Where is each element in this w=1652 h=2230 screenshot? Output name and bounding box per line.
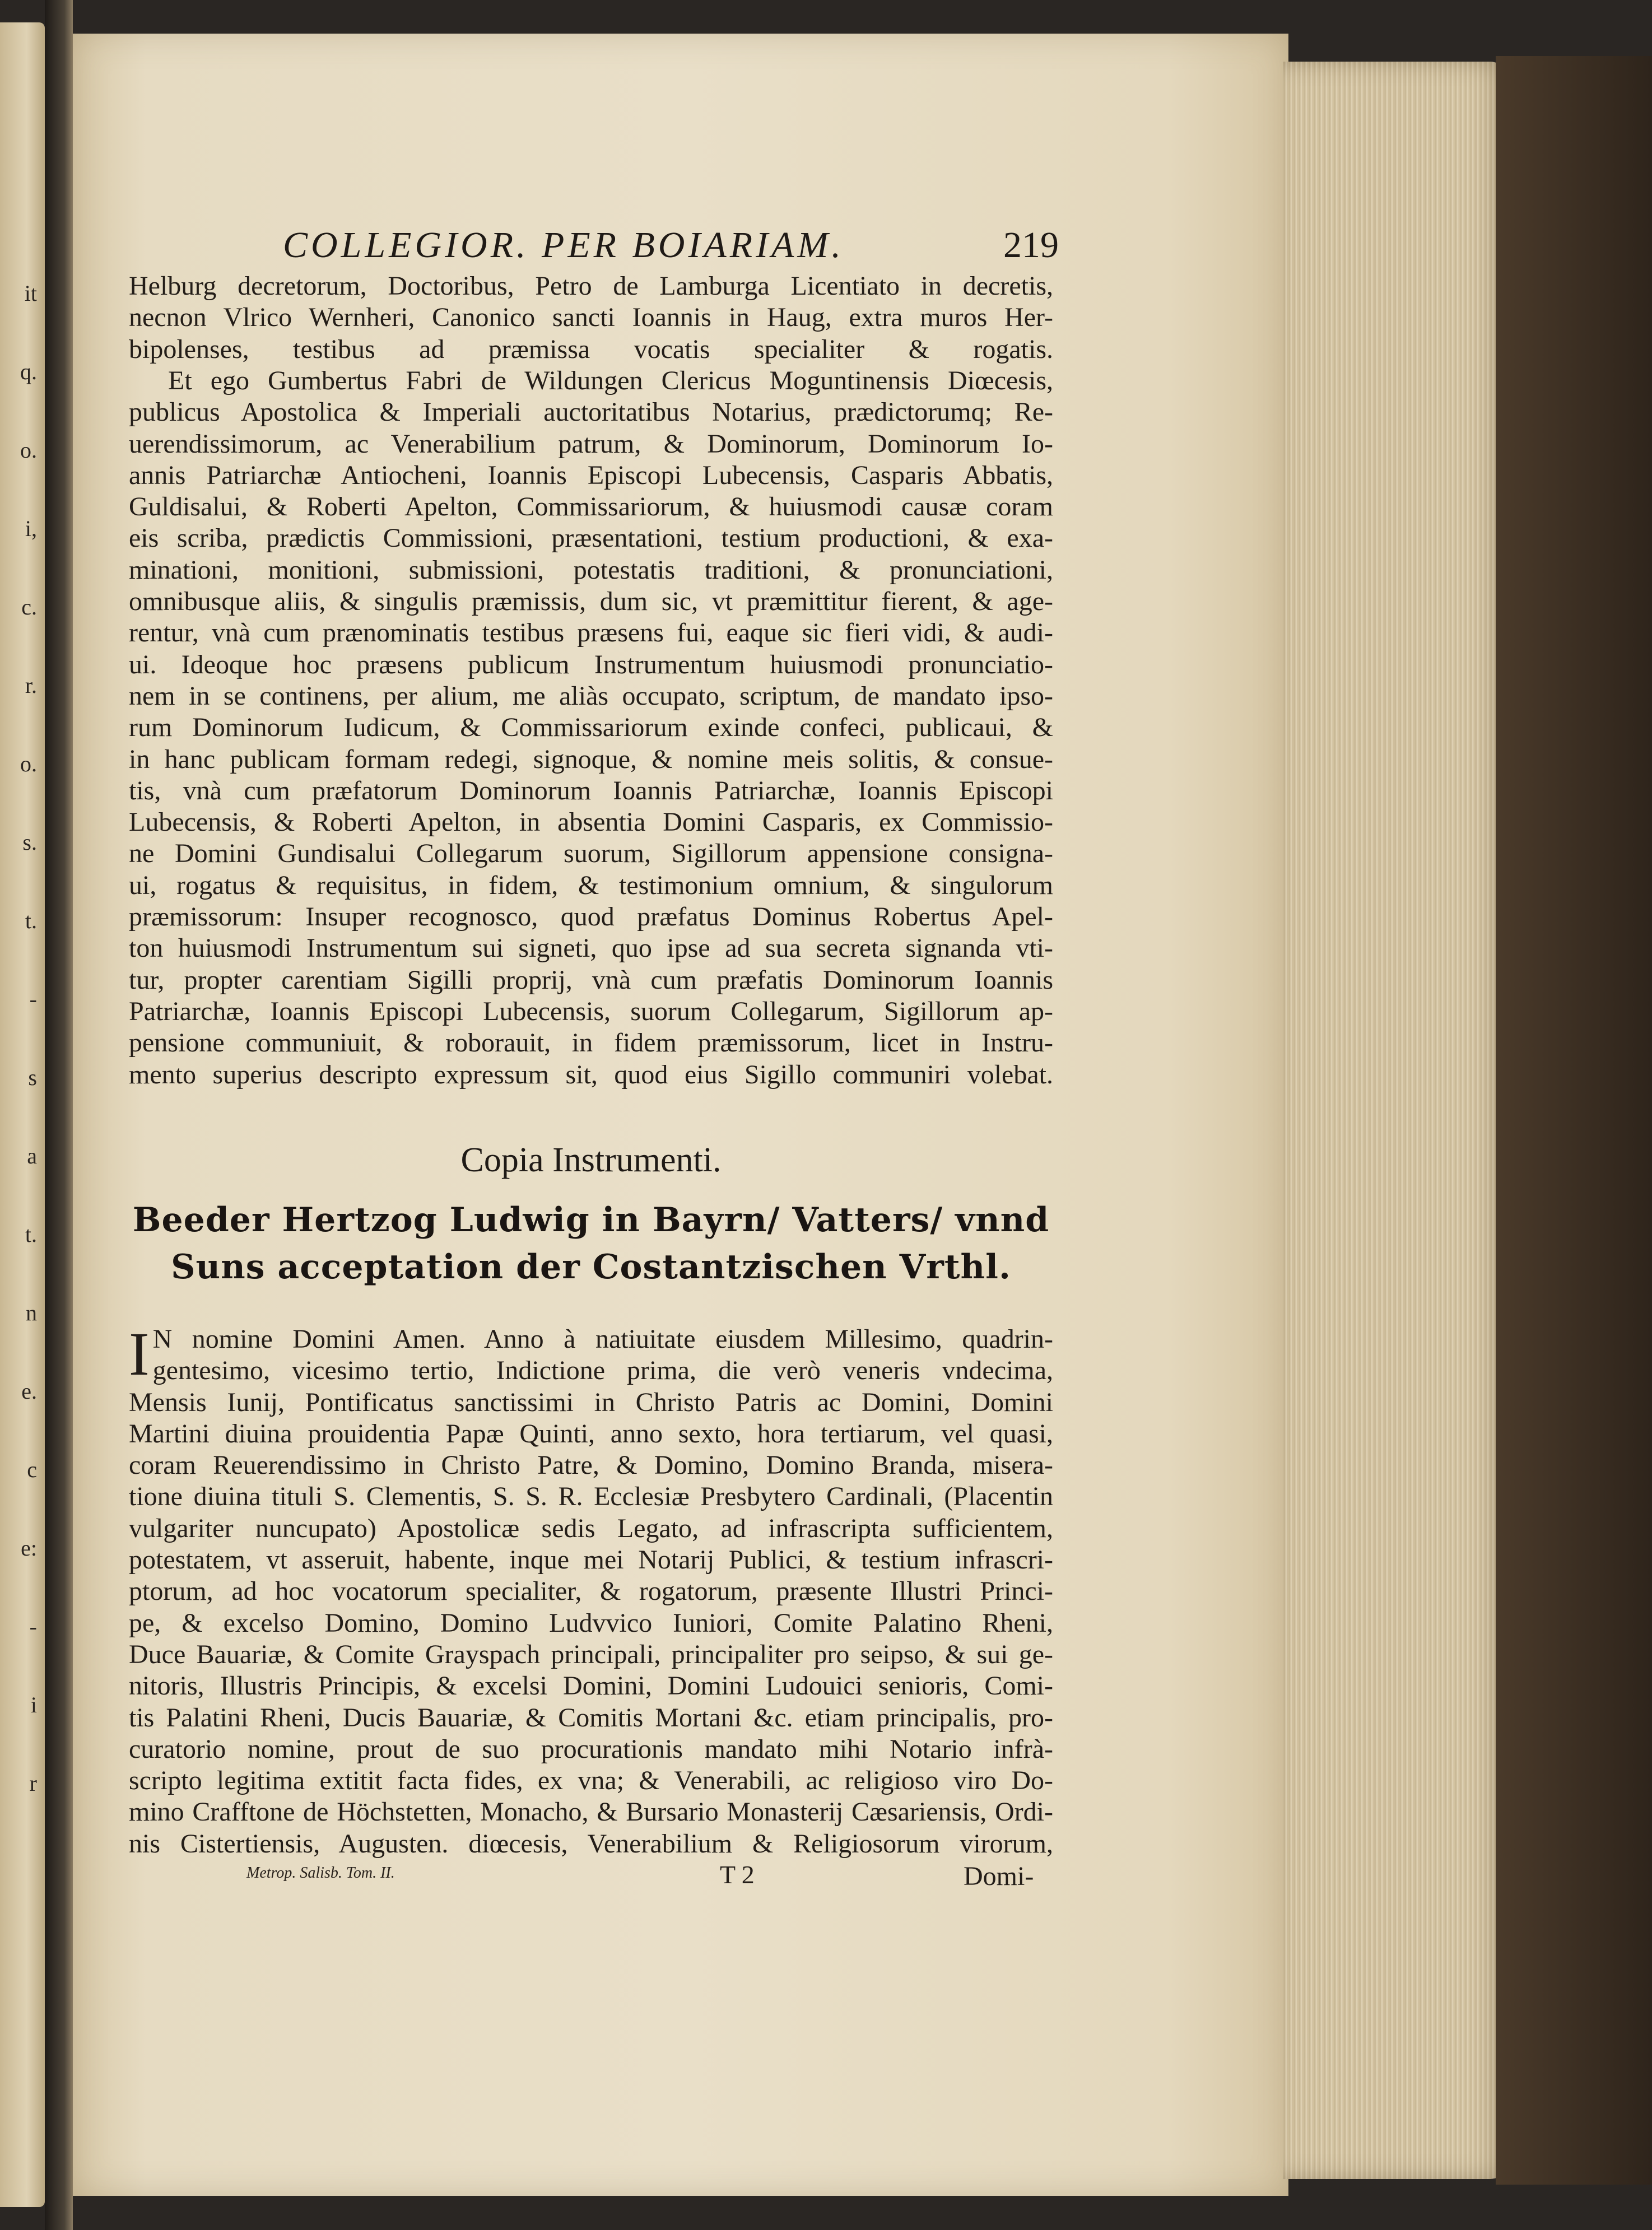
book-cover [1496, 56, 1652, 2185]
left-page-fragment: i, [25, 516, 37, 541]
text-line: rentur, vnà cum prænominatis testibus præsens fui, eaque sic fieri vidi, & audi- [129, 618, 1053, 648]
text-line: coram Reuerendissimo in Christo Patre, & Domino, Domino Branda, misera- [129, 1450, 1053, 1481]
left-page-fragment: - [29, 986, 37, 1012]
text-line: publicus Apostolica & Imperiali auctoritatibus Notarius, prædictorumq; Re- [129, 397, 1053, 427]
signature-mark: Metrop. Salisb. Tom. II. [246, 1864, 395, 1882]
text-line: nitoris, Illustris Principis, & excelsi Domini, Domini Ludouici senioris, Comi- [129, 1671, 1053, 1701]
text-line: scripto legitima extitit facta fides, ex vna; & Venerabili, ac religioso viro Do- [129, 1766, 1053, 1796]
text-line: pensione communiuit, & roborauit, in fidem præmissorum, licet in Instru- [129, 1028, 1053, 1058]
left-page-fragment: r. [25, 673, 37, 698]
left-page-fragment: a [27, 1143, 37, 1168]
subheading-line-2: Suns acceptation der Costantzischen Vrthl. [171, 1247, 1011, 1287]
text-line: eis scriba, prædictis Commissioni, præsentationi, testium productioni, & exa- [129, 523, 1053, 553]
gathering-sign: T 2 [720, 1860, 755, 1889]
catchword: Domi- [964, 1861, 1034, 1891]
subheading-line-1: Beeder Hertzog Ludwig in Bayrn/ Vatters/ vnnd [132, 1200, 1050, 1240]
text-line: bipolenses, testibus ad præmissa vocatis specialiter & rogatis. [129, 334, 1053, 364]
page-edges [1283, 62, 1507, 2179]
running-head: COLLEGIOR. PER BOIARIAM. [283, 225, 844, 266]
left-page-fragment: o. [20, 437, 37, 463]
left-page-fragment: it [24, 281, 37, 306]
text-line: ton huiusmodi Instrumentum sui signeti, quo ipse ad sua secreta signanda vti- [129, 933, 1053, 963]
text-line: minationi, monitioni, submissioni, potestatis traditioni, & pronunciationi, [129, 555, 1053, 585]
paragraph-instrument [129, 1320, 1053, 1860]
text-line: gentesimo, vicesimo tertio, Indictione prima, die verò veneris vndecima, [152, 1356, 1053, 1386]
left-page-fragment: c. [21, 594, 37, 620]
left-page-edge [0, 22, 45, 2207]
text-line: tur, propter carentiam Sigilli proprij, vnà cum præfatis Dominorum Ioannis [129, 965, 1053, 995]
text-line: rum Dominorum Iudicum, & Commissariorum exinde confeci, publicaui, & [129, 713, 1053, 743]
left-page-fragment: n [26, 1300, 37, 1325]
text-line: Martini diuina prouidentia Papæ Quinti, anno sexto, hora tertiarum, vel quasi, [129, 1418, 1053, 1449]
left-page-fragment: s. [22, 830, 37, 855]
text-line: ptorum, ad hoc vocatorum specialiter, & rogatorum, præsente Illustri Princi- [129, 1576, 1053, 1607]
text-line: Et ego Gumbertus Fabri de Wildungen Clericus Moguntinensis Diœcesis, [168, 366, 1053, 395]
text-line: nis Cistertiensis, Augusten. diœcesis, Venerabilium & Religiosorum virorum, [129, 1828, 1053, 1859]
text-line: N nomine Domini Amen. Anno à natiuitate eiusdem Millesimo, quadrin- [152, 1324, 1053, 1354]
text-line: omnibusque aliis, & singulis præmissis, dum sic, vt præmittitur fierent, & age- [129, 586, 1053, 617]
text-line: annis Patriarchæ Antiocheni, Ioannis Episcopi Lubecensis, Casparis Abbatis, [129, 460, 1053, 490]
text-line: Guldisalui, & Roberti Apelton, Commissariorum, & huiusmodi causæ coram [129, 492, 1053, 522]
text-line: Patriarchæ, Ioannis Episcopi Lubecensis, suorum Collegarum, Sigillorum ap- [129, 996, 1053, 1026]
left-page-fragment: e. [21, 1379, 37, 1404]
text-line: tis Palatini Rheni, Ducis Bauariæ, & Comitis Mortani &c. etiam principalis, pro- [129, 1702, 1053, 1733]
left-page-fragment: r [29, 1771, 37, 1796]
paragraph-notary-attestation [129, 365, 1053, 1091]
text-line: Helburg decretorum, Doctoribus, Petro de Lamburga Licentiato in decretis, [129, 271, 1053, 301]
text-line: ui, rogatus & requisitus, in fidem, & testimonium omnium, & singulorum [129, 870, 1053, 900]
text-line: in hanc publicam formam redegi, signoque, & nomine meis solitis, & consue- [129, 744, 1053, 774]
left-page-fragment: o. [20, 751, 37, 776]
text-line: pe, & excelso Domino, Domino Ludvvico Iuniori, Comite Palatino Rheni, [129, 1608, 1053, 1638]
left-page-fragment: t. [25, 1222, 37, 1247]
section-subheading [129, 1197, 1053, 1291]
text-line: mento superius descripto expressum sit, quod eius Sigillo communiri volebat. [129, 1059, 1053, 1090]
text-line: curatorio nomine, prout de suo procurationis mandato mihi Notario infrà- [129, 1734, 1053, 1764]
text-line: Mensis Iunij, Pontificatus sanctissimi in Christo Patris ac Domini, Domini [129, 1387, 1053, 1417]
text-line: ui. Ideoque hoc præsens publicum Instrumentum huiusmodi pronunciatio- [129, 649, 1053, 679]
left-page-fragment: - [29, 1614, 37, 1639]
book-gutter [45, 0, 73, 2230]
text-line: Duce Bauariæ, & Comite Grayspach principali, principaliter pro seipso, & sui ge- [129, 1639, 1053, 1669]
text-line: mino Crafftone de Höchstetten, Monacho, & Bursario Monasterij Cæsariensis, Ordi- [129, 1797, 1053, 1827]
text-line: præmissorum: Insuper recognosco, quod præfatus Dominus Robertus Apel- [129, 902, 1053, 932]
left-page-fragment: q. [20, 359, 37, 384]
left-page-fragment: c [27, 1457, 37, 1482]
text-line: uerendissimorum, ac Venerabilium patrum, & Dominorum, Dominorum Io- [129, 429, 1053, 459]
text-line: tione diuina tituli S. Clementis, S. S. R. Ecclesiæ Presbytero Cardinali, (Placentin [129, 1482, 1053, 1512]
left-page-fragment: i [30, 1692, 37, 1717]
text-line: nem in se continens, per alium, me aliàs occupato, scriptum, de mandato ipso- [129, 681, 1053, 711]
text-line: tis, vnà cum præfatorum Dominorum Ioannis Patriarchæ, Ioannis Episcopi [129, 775, 1053, 806]
text-line: vulgariter nuncupato) Apostolicæ sedis Legato, ad infrascripta sufficientem, [129, 1513, 1053, 1543]
page-number: 219 [1003, 225, 1059, 266]
paragraph-testimony-end [129, 271, 1053, 365]
text-line: necnon Vlrico Wernheri, Canonico sancti Ioannis in Haug, extra muros Her- [129, 302, 1053, 333]
text-line: ne Domini Gundisalui Collegarum suorum, Sigillorum appensione consigna- [129, 839, 1053, 869]
drop-cap: I [129, 1320, 150, 1388]
left-page-fragment: t. [25, 908, 37, 933]
section-heading: Copia Instrumenti. [460, 1141, 722, 1179]
text-line: Lubecensis, & Roberti Apelton, in absentia Domini Casparis, ex Commissio- [129, 807, 1053, 837]
left-page-fragment: s [28, 1065, 37, 1090]
left-page-fragment: e: [21, 1535, 37, 1561]
text-line: potestatem, vt asseruit, habente, inque mei Notarij Publici, & testium infrascri- [129, 1545, 1053, 1575]
